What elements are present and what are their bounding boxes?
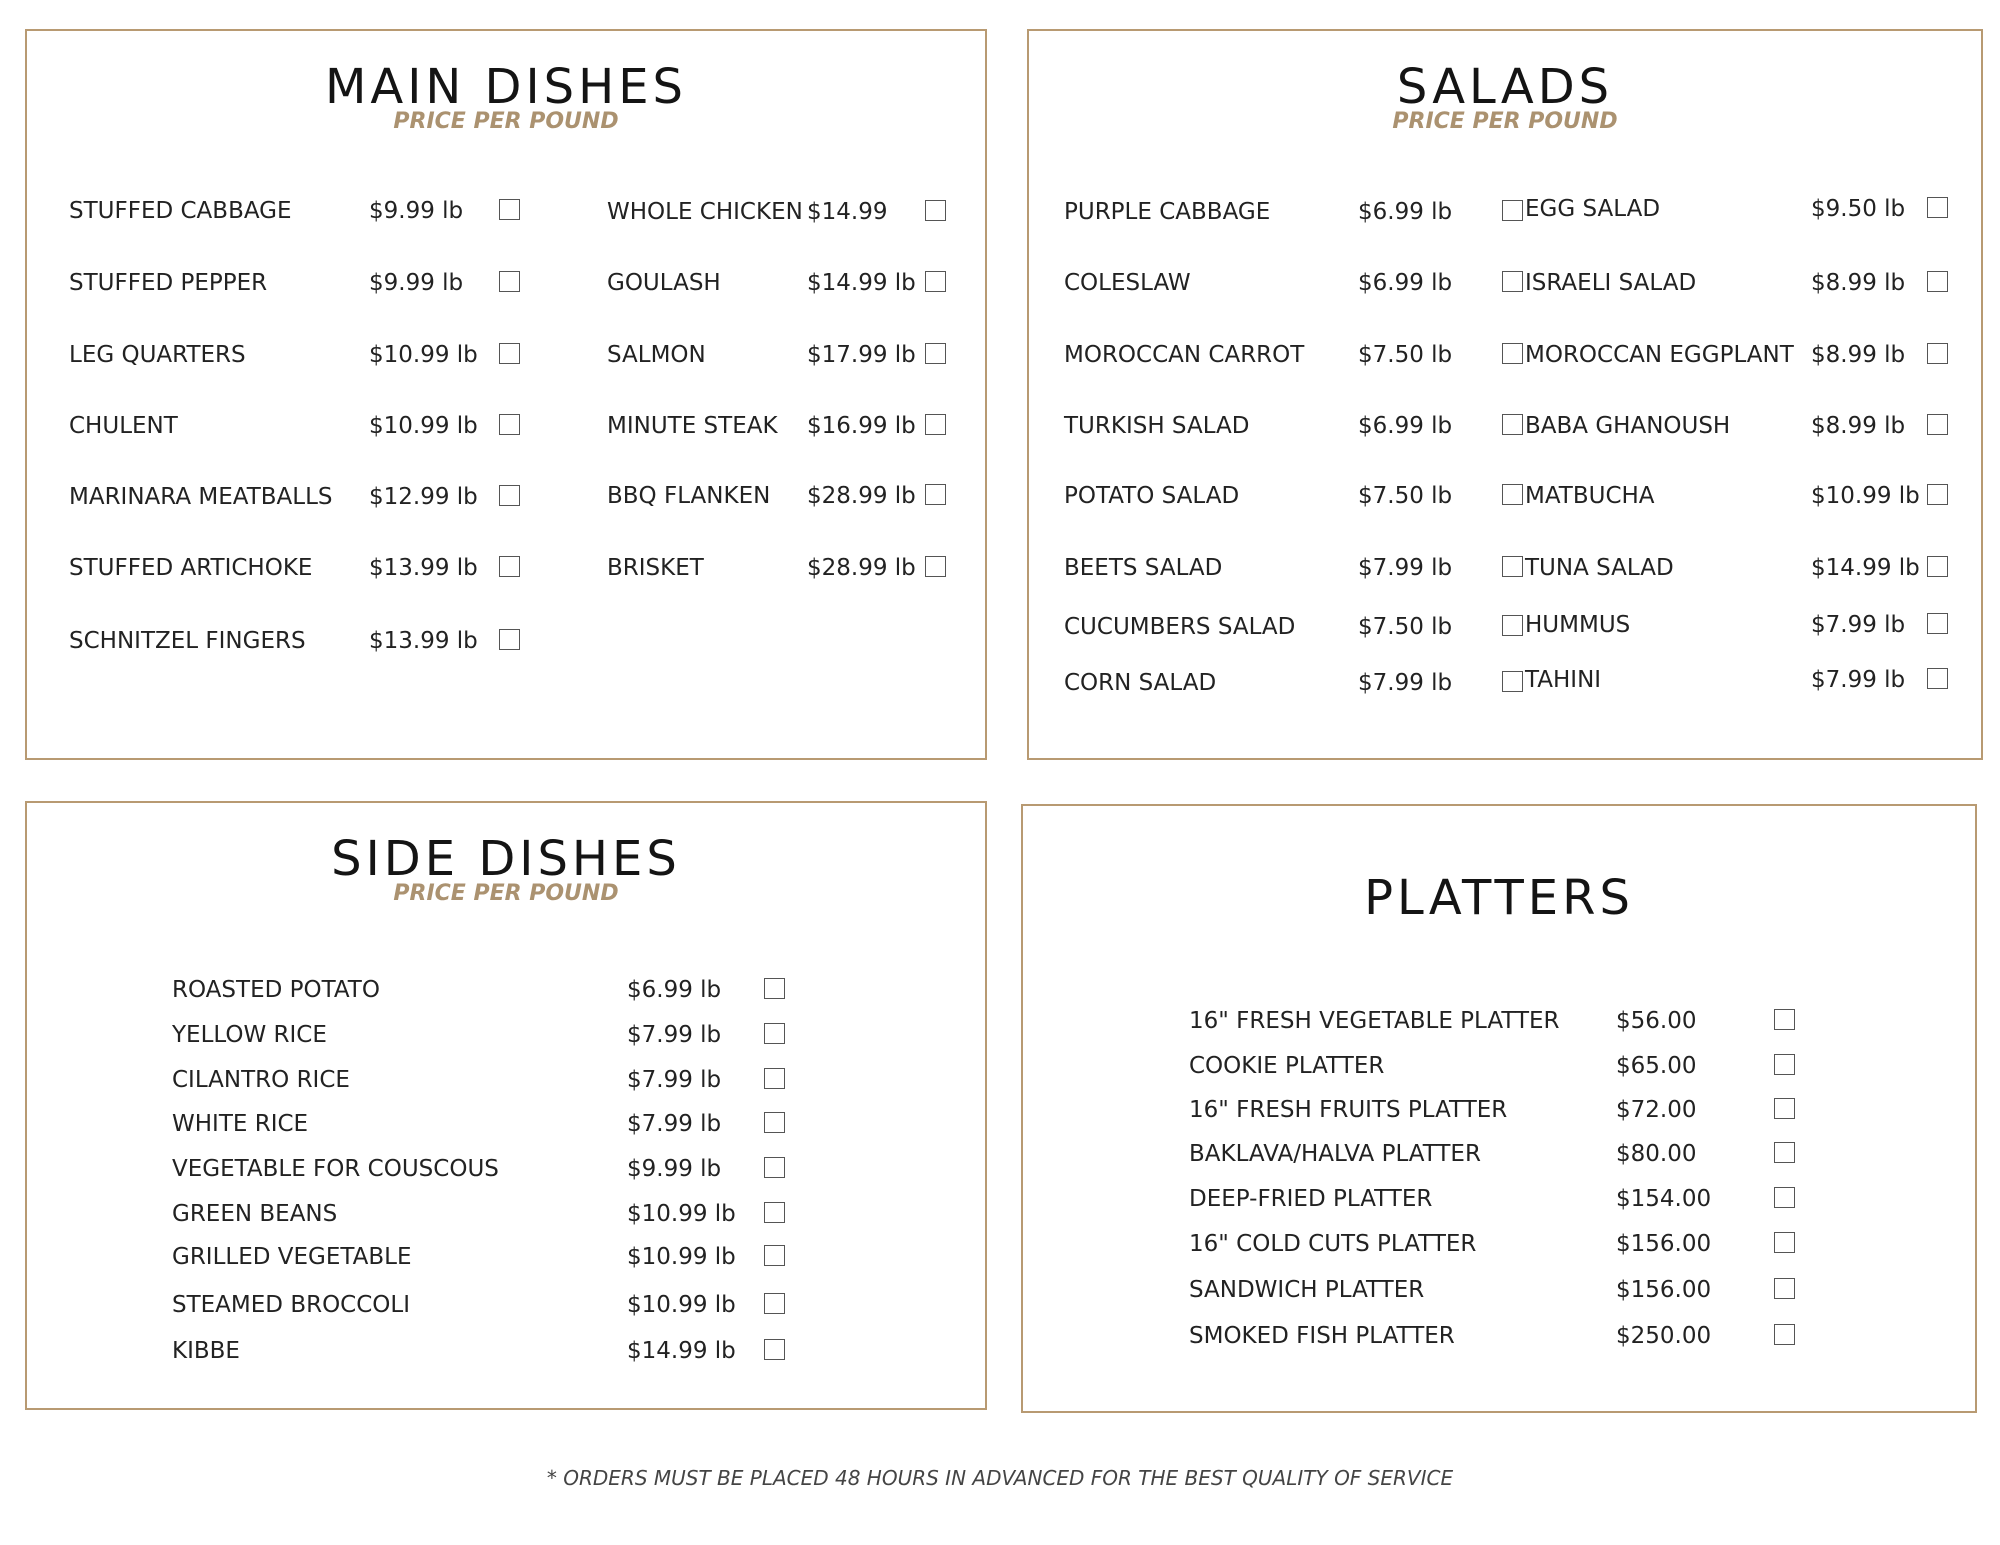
order-checkbox[interactable] — [764, 1157, 785, 1178]
menu-item — [69, 482, 529, 512]
item-price: $13.99 lb — [369, 555, 478, 581]
item-price: $7.99 lb — [1811, 667, 1906, 693]
menu-item — [172, 1290, 794, 1320]
item-price: $6.99 lb — [627, 977, 722, 1003]
order-checkbox[interactable] — [925, 556, 946, 577]
item-price: $9.99 lb — [627, 1156, 722, 1182]
order-checkbox[interactable] — [499, 199, 520, 220]
menu-item — [1189, 1006, 1804, 1036]
order-checkbox[interactable] — [1927, 556, 1948, 577]
item-price: $12.99 lb — [369, 484, 478, 510]
item-price: $65.00 — [1616, 1053, 1697, 1079]
item-price: $7.99 lb — [1358, 670, 1453, 696]
menu-item — [607, 268, 955, 298]
order-checkbox[interactable] — [499, 556, 520, 577]
item-name: 16" FRESH VEGETABLE PLATTER — [1189, 1008, 1560, 1034]
item-name: 16" COLD CUTS PLATTER — [1189, 1231, 1477, 1257]
side-dishes-title: SIDE DISHES — [331, 831, 681, 887]
order-checkbox[interactable] — [1774, 1054, 1795, 1075]
menu-item — [1189, 1321, 1804, 1351]
item-price: $156.00 — [1616, 1231, 1712, 1257]
item-price: $10.99 lb — [1811, 483, 1920, 509]
main-dishes-subtitle: PRICE PER POUND — [393, 109, 619, 134]
order-checkbox[interactable] — [1774, 1324, 1795, 1345]
item-name: GREEN BEANS — [172, 1201, 338, 1227]
order-checkbox[interactable] — [925, 343, 946, 364]
menu-item — [607, 553, 955, 583]
item-name: BRISKET — [607, 555, 704, 581]
menu-item — [1525, 268, 1957, 298]
order-checkbox[interactable] — [925, 271, 946, 292]
menu-item — [1525, 610, 1957, 640]
menu-item — [607, 340, 955, 370]
item-price: $10.99 lb — [369, 342, 478, 368]
item-name: HUMMUS — [1525, 612, 1631, 638]
salads-card — [1027, 29, 1983, 760]
menu-item — [1525, 665, 1957, 695]
main-dishes-card — [25, 29, 987, 760]
order-checkbox[interactable] — [764, 978, 785, 999]
menu-item — [1064, 197, 1532, 227]
order-checkbox[interactable] — [1502, 484, 1523, 505]
item-price: $8.99 lb — [1811, 413, 1906, 439]
item-name: STUFFED PEPPER — [69, 270, 268, 296]
item-name: COLESLAW — [1064, 270, 1191, 296]
item-price: $7.99 lb — [627, 1067, 722, 1093]
item-name: VEGETABLE FOR COUSCOUS — [172, 1156, 499, 1182]
order-checkbox[interactable] — [764, 1068, 785, 1089]
menu-item — [1189, 1139, 1804, 1169]
item-name: 16" FRESH FRUITS PLATTER — [1189, 1097, 1508, 1123]
item-price: $14.99 lb — [807, 270, 916, 296]
item-price: $9.50 lb — [1811, 196, 1906, 222]
item-name: SMOKED FISH PLATTER — [1189, 1323, 1455, 1349]
item-name: SCHNITZEL FINGERS — [69, 628, 306, 654]
item-name: PURPLE CABBAGE — [1064, 199, 1271, 225]
salads-title: SALADS — [1396, 59, 1614, 115]
item-name: SALMON — [607, 342, 706, 368]
menu-item — [1525, 481, 1957, 511]
order-checkbox[interactable] — [499, 485, 520, 506]
item-name: BABA GHANOUSH — [1525, 413, 1731, 439]
menu-item — [1064, 481, 1532, 511]
item-price: $7.99 lb — [627, 1022, 722, 1048]
order-checkbox[interactable] — [925, 414, 946, 435]
platters-title: PLATTERS — [1364, 870, 1634, 926]
item-name: STUFFED CABBAGE — [69, 198, 292, 224]
item-name: MARINARA MEATBALLS — [69, 484, 333, 510]
item-name: ROASTED POTATO — [172, 977, 380, 1003]
item-name: BAKLAVA/HALVA PLATTER — [1189, 1141, 1481, 1167]
order-checkbox[interactable] — [1774, 1232, 1795, 1253]
item-price: $14.99 — [807, 199, 888, 225]
item-name: CORN SALAD — [1064, 670, 1217, 696]
item-name: CILANTRO RICE — [172, 1067, 350, 1093]
menu-item — [69, 553, 529, 583]
menu-item — [69, 196, 529, 226]
menu-item — [607, 197, 955, 227]
item-name: DEEP-FRIED PLATTER — [1189, 1186, 1433, 1212]
menu-item — [1525, 340, 1957, 370]
menu-item — [172, 1336, 794, 1366]
item-name: YELLOW RICE — [172, 1022, 327, 1048]
order-checkbox[interactable] — [1774, 1009, 1795, 1030]
menu-item — [1064, 553, 1532, 583]
item-name: MOROCCAN EGGPLANT — [1525, 342, 1794, 368]
item-name: MOROCCAN CARROT — [1064, 342, 1305, 368]
item-price: $17.99 lb — [807, 342, 916, 368]
item-name: KIBBE — [172, 1338, 240, 1364]
side-dishes-card — [25, 801, 987, 1410]
item-price: $7.50 lb — [1358, 614, 1453, 640]
order-checkbox[interactable] — [1502, 414, 1523, 435]
item-price: $9.99 lb — [369, 270, 464, 296]
side-dishes-subtitle: PRICE PER POUND — [393, 881, 619, 906]
item-name: EGG SALAD — [1525, 196, 1661, 222]
item-price: $14.99 lb — [627, 1338, 736, 1364]
main-dishes-title: MAIN DISHES — [324, 59, 688, 115]
order-checkbox[interactable] — [1927, 271, 1948, 292]
item-name: STEAMED BROCCOLI — [172, 1292, 410, 1318]
menu-item — [1189, 1051, 1804, 1081]
menu-item — [1525, 194, 1957, 224]
item-name: WHITE RICE — [172, 1111, 309, 1137]
order-checkbox[interactable] — [1927, 343, 1948, 364]
menu-item — [1189, 1184, 1804, 1214]
item-price: $154.00 — [1616, 1186, 1712, 1212]
menu-item — [1064, 668, 1532, 698]
menu-item — [69, 340, 529, 370]
item-price: $14.99 lb — [1811, 555, 1920, 581]
item-name: CHULENT — [69, 413, 178, 439]
menu-item — [607, 411, 955, 441]
menu-item — [69, 268, 529, 298]
item-name: MATBUCHA — [1525, 483, 1655, 509]
item-name: GRILLED VEGETABLE — [172, 1244, 412, 1270]
order-checkbox[interactable] — [764, 1023, 785, 1044]
item-name: BEETS SALAD — [1064, 555, 1223, 581]
order-checkbox[interactable] — [925, 200, 946, 221]
platters-card — [1021, 804, 1977, 1413]
item-name: STUFFED ARTICHOKE — [69, 555, 313, 581]
order-checkbox[interactable] — [1502, 615, 1523, 636]
order-checkbox[interactable] — [1502, 556, 1523, 577]
item-price: $28.99 lb — [807, 483, 916, 509]
item-name: TAHINI — [1525, 667, 1602, 693]
order-checkbox[interactable] — [764, 1339, 785, 1360]
order-checkbox[interactable] — [499, 414, 520, 435]
item-price: $10.99 lb — [369, 413, 478, 439]
item-price: $6.99 lb — [1358, 199, 1453, 225]
item-price: $7.99 lb — [1811, 612, 1906, 638]
item-price: $8.99 lb — [1811, 270, 1906, 296]
item-name: CUCUMBERS SALAD — [1064, 614, 1296, 640]
menu-item — [69, 626, 529, 656]
item-price: $7.99 lb — [1358, 555, 1453, 581]
order-checkbox[interactable] — [764, 1293, 785, 1314]
order-checkbox[interactable] — [1774, 1098, 1795, 1119]
order-checkbox[interactable] — [1927, 668, 1948, 689]
item-name: COOKIE PLATTER — [1189, 1053, 1385, 1079]
order-checkbox[interactable] — [499, 271, 520, 292]
order-checkbox[interactable] — [764, 1112, 785, 1133]
item-name: WHOLE CHICKEN — [607, 199, 803, 225]
order-checkbox[interactable] — [499, 629, 520, 650]
item-name: TURKISH SALAD — [1064, 413, 1250, 439]
item-price: $16.99 lb — [807, 413, 916, 439]
menu-item — [172, 975, 794, 1005]
item-name: POTATO SALAD — [1064, 483, 1240, 509]
order-checkbox[interactable] — [1927, 484, 1948, 505]
item-price: $13.99 lb — [369, 628, 478, 654]
menu-item — [607, 481, 955, 511]
menu-item — [172, 1065, 794, 1095]
item-price: $250.00 — [1616, 1323, 1712, 1349]
item-price: $56.00 — [1616, 1008, 1697, 1034]
order-notice: * ORDERS MUST BE PLACED 48 HOURS IN ADVANCED FOR THE BEST QUALITY OF SERVICE — [546, 1466, 1454, 1490]
order-checkbox[interactable] — [764, 1245, 785, 1266]
menu-item — [172, 1199, 794, 1229]
order-checkbox[interactable] — [1927, 197, 1948, 218]
item-name: LEG QUARTERS — [69, 342, 246, 368]
item-price: $6.99 lb — [1358, 413, 1453, 439]
item-price: $156.00 — [1616, 1277, 1712, 1303]
order-checkbox[interactable] — [925, 484, 946, 505]
order-checkbox[interactable] — [1502, 671, 1523, 692]
item-price: $6.99 lb — [1358, 270, 1453, 296]
order-checkbox[interactable] — [1502, 343, 1523, 364]
menu-item — [1189, 1275, 1804, 1305]
item-name: TUNA SALAD — [1525, 555, 1674, 581]
item-price: $10.99 lb — [627, 1201, 736, 1227]
item-price: $8.99 lb — [1811, 342, 1906, 368]
menu-item — [1189, 1095, 1804, 1125]
order-checkbox[interactable] — [1927, 414, 1948, 435]
item-price: $10.99 lb — [627, 1244, 736, 1270]
item-name: BBQ FLANKEN — [607, 483, 771, 509]
item-price: $9.99 lb — [369, 198, 464, 224]
order-checkbox[interactable] — [499, 343, 520, 364]
menu-item — [1064, 268, 1532, 298]
item-price: $80.00 — [1616, 1141, 1697, 1167]
order-checkbox[interactable] — [1927, 613, 1948, 634]
item-price: $7.50 lb — [1358, 483, 1453, 509]
menu-item — [1064, 612, 1532, 642]
item-name: SANDWICH PLATTER — [1189, 1277, 1425, 1303]
order-checkbox[interactable] — [1502, 200, 1523, 221]
menu-item — [1525, 553, 1957, 583]
item-price: $10.99 lb — [627, 1292, 736, 1318]
item-price: $7.99 lb — [627, 1111, 722, 1137]
order-checkbox[interactable] — [1774, 1142, 1795, 1163]
menu-item — [172, 1242, 794, 1272]
order-checkbox[interactable] — [1774, 1278, 1795, 1299]
item-price: $28.99 lb — [807, 555, 916, 581]
menu-item — [1525, 411, 1957, 441]
menu-item — [69, 411, 529, 441]
order-checkbox[interactable] — [764, 1202, 785, 1223]
salads-subtitle: PRICE PER POUND — [1392, 109, 1618, 134]
item-name: ISRAELI SALAD — [1525, 270, 1697, 296]
menu-item — [1064, 411, 1532, 441]
menu-item — [172, 1109, 794, 1139]
order-checkbox[interactable] — [1774, 1187, 1795, 1208]
item-name: GOULASH — [607, 270, 721, 296]
item-name: MINUTE STEAK — [607, 413, 778, 439]
item-price: $7.50 lb — [1358, 342, 1453, 368]
order-checkbox[interactable] — [1502, 271, 1523, 292]
menu-item — [172, 1020, 794, 1050]
menu-item — [1189, 1229, 1804, 1259]
item-price: $72.00 — [1616, 1097, 1697, 1123]
menu-item — [172, 1154, 794, 1184]
menu-item — [1064, 340, 1532, 370]
